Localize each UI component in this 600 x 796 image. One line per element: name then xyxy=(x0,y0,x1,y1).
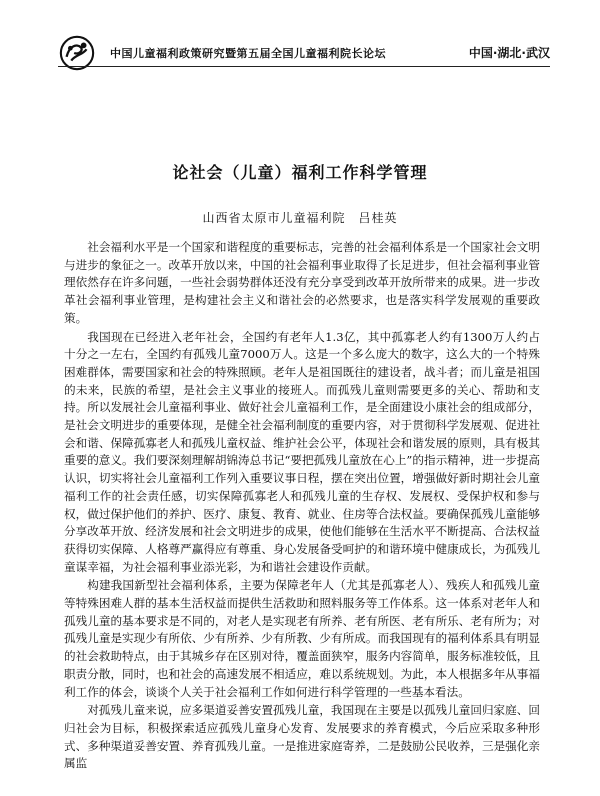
paragraph-4: 对孤残儿童来说，应多渠道妥善安置孤残儿童，我国现在主要是以孤残儿童回归家庭、回归社会为目标，积极探索适应孤残儿童身心发育、发展要求的养育模式，今后应采取多种形式、多种渠道妥善安置、养育孤残儿童。一是推进家庭寄养，二是鼓励公民收养，三是强化亲属监 xyxy=(64,703,540,771)
paragraph-2: 我国现在已经进入老年社会，全国约有老年人1.3亿，其中孤寡老人约有1300万人约占十分之一左右，全国约有孤残儿童7000万人。这是一个多么庞大的数字，这么大的一个特殊困难群体，需要国家和社会的特殊照顾。老年人是祖国既往的建设者，战斗者；而儿童是祖国的未来，民族的希望，是社会主义事业的接班人。而孤残儿童则需要更多的关心、帮助和支持。所以发展社会儿童福利事业、做好社会儿童福利工作，是全面建设小康社会的组成部分，是社会文明进步的重要体现，是健全社会福利制度的重要内容，对于贯彻科学发展观、促进社会和谐、保障孤寡老人和孤残儿童权益、维护社会公平，体现社会和谐发展的原则，具有极其重要的意义。我们要深刻理解胡锦涛总书记“要把孤残儿童放在心上”的指示精神，进一步提高认识，切实将社会儿童福利工作列入重要议事日程，摆在突出位置，增强做好新时期社会儿童福利工作的社会责任感，切实保障孤寡老人和孤残儿童的生存权、发展权、受保护权和参与权，做过保护他们的养护、医疗、康复、教育、就业、住房等合法权益。要确保孤残儿童能够分享改革开放、经济发展和社会文明进步的成果，使他们能够在生活水平不断提高、合法权益获得切实保障、人格尊严赢得应有尊重、身心发展备受呵护的和谐环境中健康成长，为孤残儿童谋幸福，为社会福利事业添光彩，为和谐社会建设作贡献。 xyxy=(64,329,540,574)
paragraph-3: 构建我国新型社会福利体系，主要为保障老年人（尤其是孤寡老人）、残疾人和孤残儿童等特殊困难人群的基本生活权益而提供生活救助和照料服务等工作体系。这一体系对老年人和孤残儿童的基本要求是不同的，对老人是实现老有所养、老有所医、老有所乐、老有所为；对孤残儿童是实现少有所依、少有所养、少有所教、少有所成。而我国现有的福利体系具有明显的社会救助特点，由于其城乡存在区别对待，覆盖面狭窄，服务内容简单，服务标准较低，且职责分散，同时，也和社会的高速发展不相适应，难以系统规划。为此，本人根据多年从事福利工作的体会，谈谈个人关于社会福利工作如何进行科学管理的一些基本看法。 xyxy=(64,578,540,699)
header-divider xyxy=(58,66,550,67)
paragraph-1: 社会福利水平是一个国家和谐程度的重要标志，完善的社会福利体系是一个国家社会文明与进步的象征之一。改革开放以来，中国的社会福利事业取得了长足进步，但社会福利事业管理依然存在许多问题，一些社会弱势群体还没有充分享受到改革开放所带来的成果。进一步改革社会福利事业管理，是构建社会主义和谐社会的必然要求，也是落实科学发展观的重要政策。 xyxy=(64,240,540,325)
article-body xyxy=(64,239,540,773)
conference-location: 中国·湖北·武汉 xyxy=(468,46,550,60)
article-byline: 山西省太原市儿童福利院 吕桂英 xyxy=(202,211,398,225)
page-header xyxy=(58,34,550,74)
conference-title: 中国儿童福利政策研究暨第五届全国儿童福利院长论坛 xyxy=(110,47,386,60)
article-title: 论社会（儿童）福利工作科学管理 xyxy=(172,163,428,182)
